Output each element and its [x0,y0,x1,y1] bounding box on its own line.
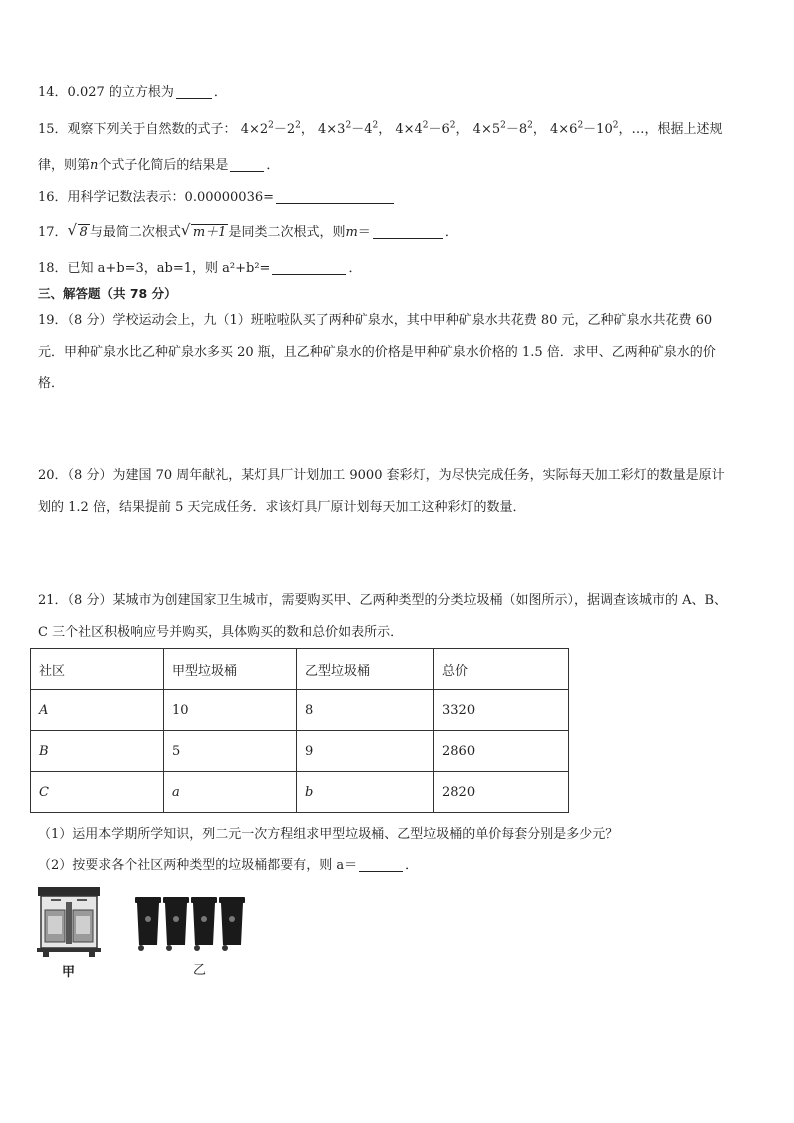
q21-sub-2-text: （2）按要求各个社区两种类型的垃圾桶都要有，则 a＝ [38,858,358,873]
table-row [31,690,569,731]
q17-tail: 是同类二次根式，则 [228,225,346,240]
sqrt-8: √ 8 [67,221,88,240]
table-header: 社区 [31,649,164,690]
q15-n-var: n [90,158,99,173]
q19-line-1: 19．（8 分）学校运动会上，九（1）班啦啦队买了两种矿泉水，其中甲种矿泉水共花费 80 元，乙种矿泉水共花费 60 [38,313,713,328]
bin-type-b-image [134,893,246,953]
q18-end: ． [348,261,362,276]
q17-eq: ＝ [357,225,371,240]
sqrt-m-plus-1: √ m＋1 [180,221,227,240]
q14-blank [176,84,212,99]
table-cell: 9 [297,731,434,772]
table-cell [31,690,164,731]
table-cell [31,772,164,813]
figure-label-a: 甲 [62,965,76,980]
table-cell-text: A [39,702,49,718]
q15-line2b: 个式子化简后的结果是 [98,158,229,173]
q17-end: ． [444,225,458,240]
figure-label-b: 乙 [193,963,207,978]
q21-sub-1: （1）运用本学期所学知识，列二元一次方程组求甲型垃圾桶、乙型垃圾桶的单价每套分别是多少元？ [38,827,619,842]
q19-line-2: 元．甲种矿泉水比乙种矿泉水多买 20 瓶，且乙种矿泉水的价格是甲种矿泉水价格的 1.5 倍．求甲、乙两种矿泉水的价 [38,345,716,360]
q14-text: 14．0.027 的立方根为 [38,85,174,100]
q18-text: 18．已知 a+b=3，ab=1，则 a²+b²= [38,261,271,276]
question-14 [38,84,227,102]
table-cell: 8 [297,690,434,731]
table-cell [164,772,297,813]
question-17 [38,221,458,242]
sqrt-8-radicand: 8 [79,225,88,240]
q21-sub2-blank [359,857,403,872]
purchase-table [30,648,569,813]
table-cell: 10 [164,690,297,731]
q15-end: ． [266,158,280,173]
table-cell-text: b [305,784,314,800]
q15-prefix: 15．观察下列关于自然数的式子： [38,122,237,137]
table-cell-text: a [172,784,180,800]
q20-line-1: 20．（8 分）为建国 70 周年献礼，某灯具厂计划加工 9000 套彩灯，为尽快完成任务，实际每天加工彩灯的数量是原计 [38,468,725,483]
q15-expr-3: $4\times 4^2-6^2$ [395,120,456,137]
q19-line-3: 格． [38,376,65,391]
q21-sub-2-end: ． [405,858,419,873]
question-18 [38,260,361,278]
question-16 [38,189,396,207]
q21-line-2: C 三个社区积极响应号并购买，具体购买的数和总价如表所示． [38,625,404,640]
q17-num: 17． [38,225,68,240]
table-cell: 3320 [434,690,569,731]
table-cell: 2860 [434,731,569,772]
q17-m-var: m [345,225,358,240]
table-cell: 5 [164,731,297,772]
q17-mid: 与最简二次根式 [89,225,181,240]
q16-blank [276,189,394,204]
q15-blank [230,157,264,172]
table-cell-text: B [39,743,49,759]
q21-line-1: 21．（8 分）某城市为创建国家卫生城市，需要购买甲、乙两种类型的分类垃圾桶（如图所示），据调查该城市的 A、B、 [38,593,728,608]
table-row [31,772,569,813]
table-cell [31,731,164,772]
q16-text: 16．用科学记数法表示：0.00000036= [38,190,275,205]
section-3-heading: 三、解答题（共 78 分） [38,286,177,301]
sqrt-m-plus-1-radicand: m＋1 [192,225,227,240]
q14-end: ． [213,85,227,100]
q15-expr-1: $4\times 2^2-2^2$ [240,120,301,137]
table-header: 甲型垃圾桶 [164,649,297,690]
q17-blank [373,224,443,239]
table-cell: 2820 [434,772,569,813]
question-15: 15．观察下列关于自然数的式子： $4\times 2^2-2^2$， $4\times 3^2-4^2$， $4\times 4^2-6^2$， $4\times 5^2-8^2$， $4\times 6^2-10^2$，…，根据上述规 [38,120,723,137]
table-header-row [31,649,569,690]
table-header: 乙型垃圾桶 [297,649,434,690]
table-row [31,731,569,772]
q15-suffix: ，…，根据上述规 [618,122,723,137]
q21-sub-2 [38,857,418,875]
question-15-line2 [38,157,279,175]
q15-expr-4: $4\times 5^2-8^2$ [472,120,533,137]
q20-line-2: 划的 1.2 倍，结果提前 5 天完成任务．求该灯具厂原计划每天加工这种彩灯的数量． [38,500,526,515]
q18-blank [272,260,346,275]
bin-type-a-image [37,886,101,958]
q15-expr-2: $4\times 3^2-4^2$ [318,120,379,137]
table-header: 总价 [434,649,569,690]
q15-line2: 律，则第 [38,158,91,173]
table-cell [297,772,434,813]
q15-expr-5: $4\times 6^2-10^2$ [550,120,619,137]
table-cell-text: C [39,784,49,800]
